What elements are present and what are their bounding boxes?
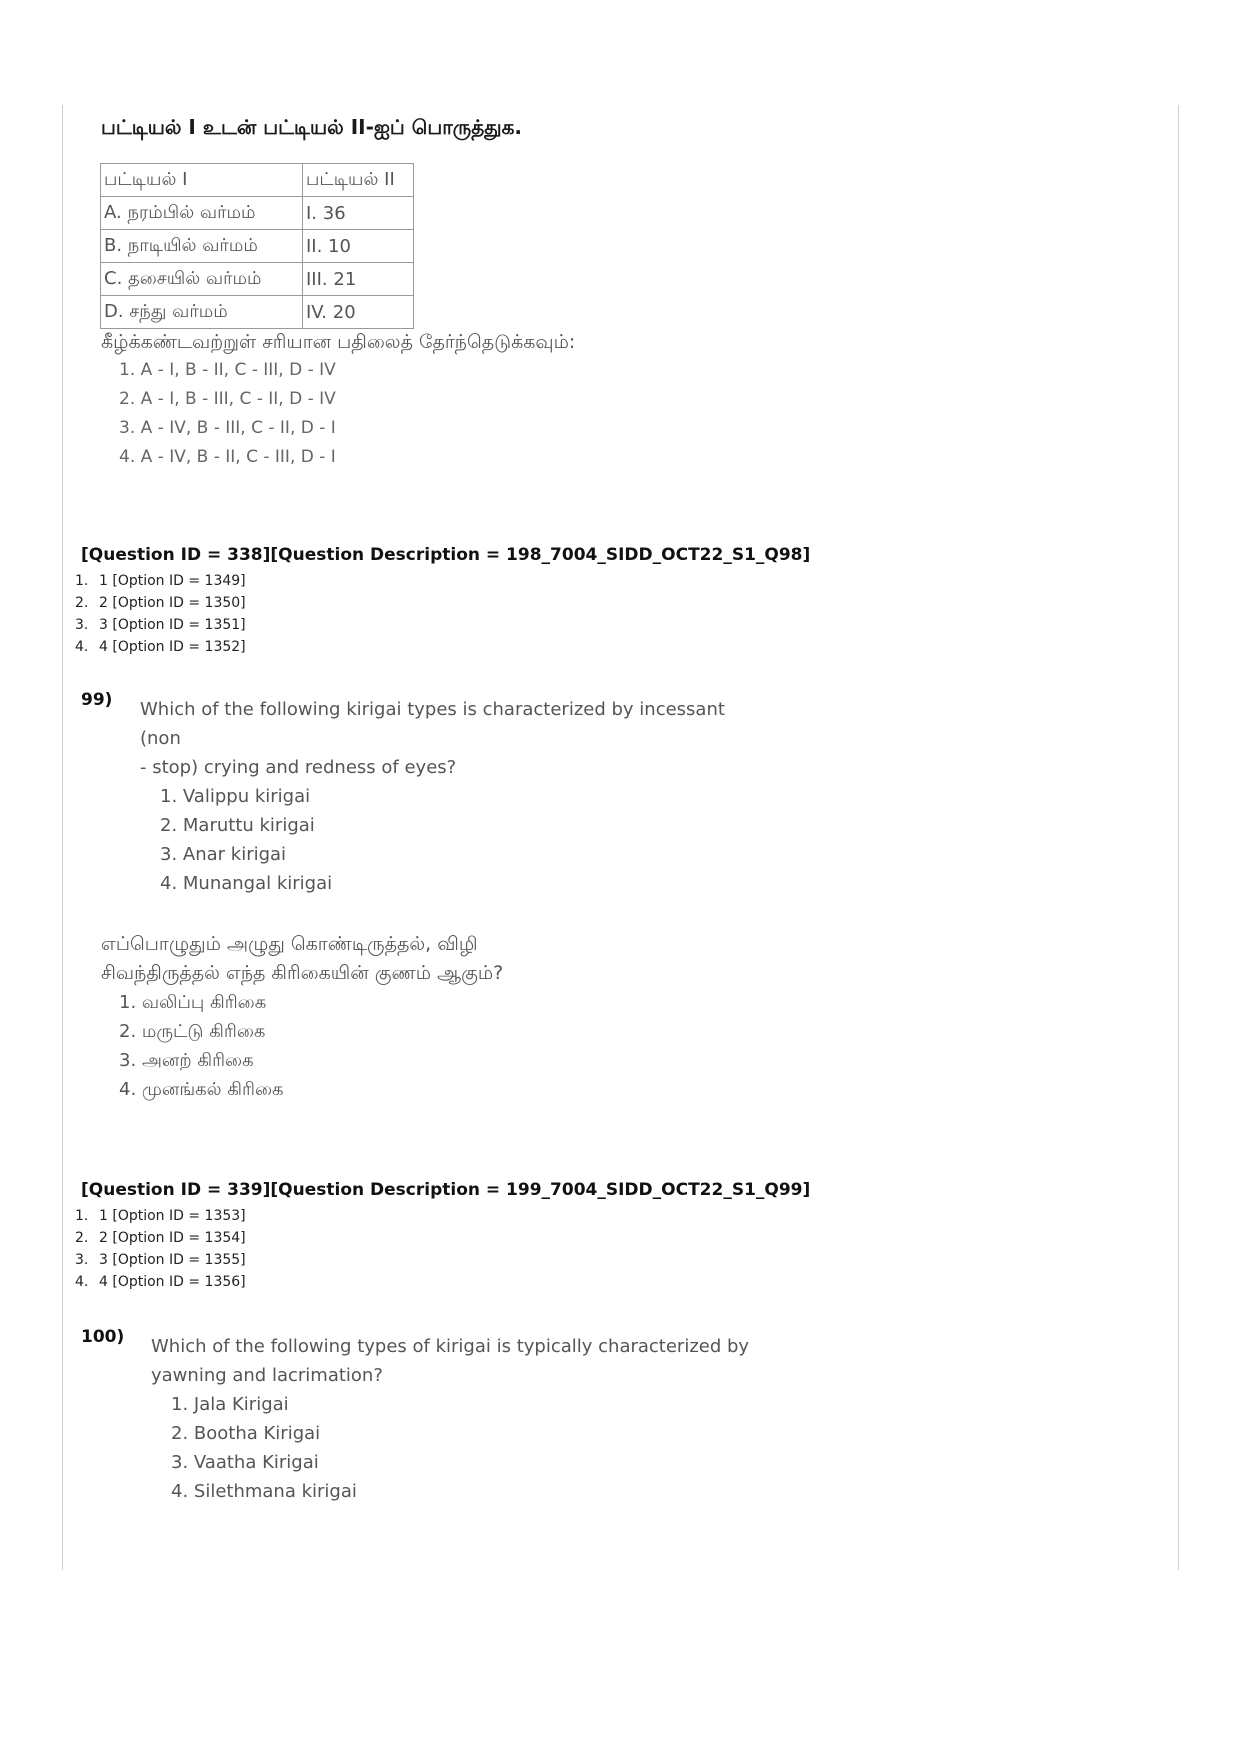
option-id-item: 3. 3 [Option ID = 1351] xyxy=(75,617,246,633)
option-id-item: 1. 1 [Option ID = 1349] xyxy=(75,573,246,589)
option-item: 1. Jala Kirigai xyxy=(171,1394,289,1415)
question-line: Which of the following kirigai types is characterized by incessant (non xyxy=(140,699,725,749)
question-text-100 xyxy=(151,1332,751,1506)
question-line: yawning and lacrimation? xyxy=(151,1365,383,1386)
option-id-item: 2. 2 [Option ID = 1350] xyxy=(75,595,246,611)
table-cell: II. 10 xyxy=(303,230,414,263)
table-row xyxy=(101,296,414,329)
question-line: எப்பொழுதும் அழுது கொண்டிருத்தல், விழி xyxy=(101,933,478,955)
question-meta-338: [Question ID = 338][Question Description = 198_7004_SIDD_OCT22_S1_Q98] xyxy=(81,545,811,565)
table-cell: III. 21 xyxy=(303,263,414,296)
question-number-100: 100) xyxy=(81,1327,125,1347)
option-id-item: 2. 2 [Option ID = 1354] xyxy=(75,1230,246,1246)
option-item: 1. வலிப்பு கிரிகை xyxy=(119,992,267,1013)
option-item: 3. Anar kirigai xyxy=(160,844,287,865)
q100-options xyxy=(151,1390,751,1506)
option-id-item: 4. 4 [Option ID = 1356] xyxy=(75,1274,246,1290)
option-item: 2. மருட்டு கிரிகை xyxy=(119,1021,266,1042)
option-item: 4. A - IV, B - II, C - III, D - I xyxy=(119,447,336,467)
question-number-99: 99) xyxy=(81,690,113,710)
option-item: 4. Munangal kirigai xyxy=(160,873,333,894)
option-item: 1. A - I, B - II, C - III, D - IV xyxy=(119,360,336,380)
table-cell: B. நாடியில் வர்மம் xyxy=(101,230,303,263)
option-item: 2. Maruttu kirigai xyxy=(160,815,315,836)
option-id-item: 3. 3 [Option ID = 1355] xyxy=(75,1252,246,1268)
table-header-list1: பட்டியல் I xyxy=(101,164,303,197)
q98-tamil-instruction: கீழ்க்கண்டவற்றுள் சரியான பதிலைத் தேர்ந்தெடுக்கவும்: xyxy=(101,331,576,353)
q99-tamil-options xyxy=(101,988,701,1104)
option-item: 4. முனங்கல் கிரிகை xyxy=(119,1079,284,1100)
table-row xyxy=(101,263,414,296)
question-meta-339: [Question ID = 339][Question Description = 199_7004_SIDD_OCT22_S1_Q99] xyxy=(81,1180,811,1200)
question-line: Which of the following types of kirigai is typically characterized by xyxy=(151,1336,750,1357)
option-item: 2. Bootha Kirigai xyxy=(171,1423,321,1444)
table-row xyxy=(101,230,414,263)
table-header-row xyxy=(101,164,414,197)
page-border-right xyxy=(1178,105,1179,1570)
option-id-item: 4. 4 [Option ID = 1352] xyxy=(75,639,246,655)
table-cell: IV. 20 xyxy=(303,296,414,329)
table-cell: I. 36 xyxy=(303,197,414,230)
option-id-item: 1. 1 [Option ID = 1353] xyxy=(75,1208,246,1224)
table-cell: D. சந்து வர்மம் xyxy=(101,296,303,329)
question-line: சிவந்திருத்தல் எந்த கிரிகையின் குணம் ஆகும்? xyxy=(101,962,504,984)
q99-tamil-text xyxy=(101,930,701,1104)
option-item: 2. A - I, B - III, C - II, D - IV xyxy=(119,389,336,409)
option-item: 1. Valippu kirigai xyxy=(160,786,311,807)
q99-options xyxy=(140,782,740,898)
q98-tamil-heading: பட்டியல் I உடன் பட்டியல் II-ஐப் பொருத்துக. xyxy=(101,115,522,139)
table-row xyxy=(101,197,414,230)
option-item: 3. Vaatha Kirigai xyxy=(171,1452,319,1473)
option-item: 3. அனற் கிரிகை xyxy=(119,1050,254,1071)
question-text-99 xyxy=(140,695,740,898)
option-id-list-338 xyxy=(75,570,246,658)
table-header-list2: பட்டியல் II xyxy=(303,164,414,197)
page-border-left xyxy=(62,105,63,1570)
option-item: 4. Silethmana kirigai xyxy=(171,1481,357,1502)
option-item: 3. A - IV, B - III, C - II, D - I xyxy=(119,418,336,438)
q98-options xyxy=(119,356,336,472)
table-cell: C. தசையில் வர்மம் xyxy=(101,263,303,296)
matching-table xyxy=(100,163,414,329)
question-line: - stop) crying and redness of eyes? xyxy=(140,757,457,778)
option-id-list-339 xyxy=(75,1205,246,1293)
table-cell: A. நரம்பில் வர்மம் xyxy=(101,197,303,230)
